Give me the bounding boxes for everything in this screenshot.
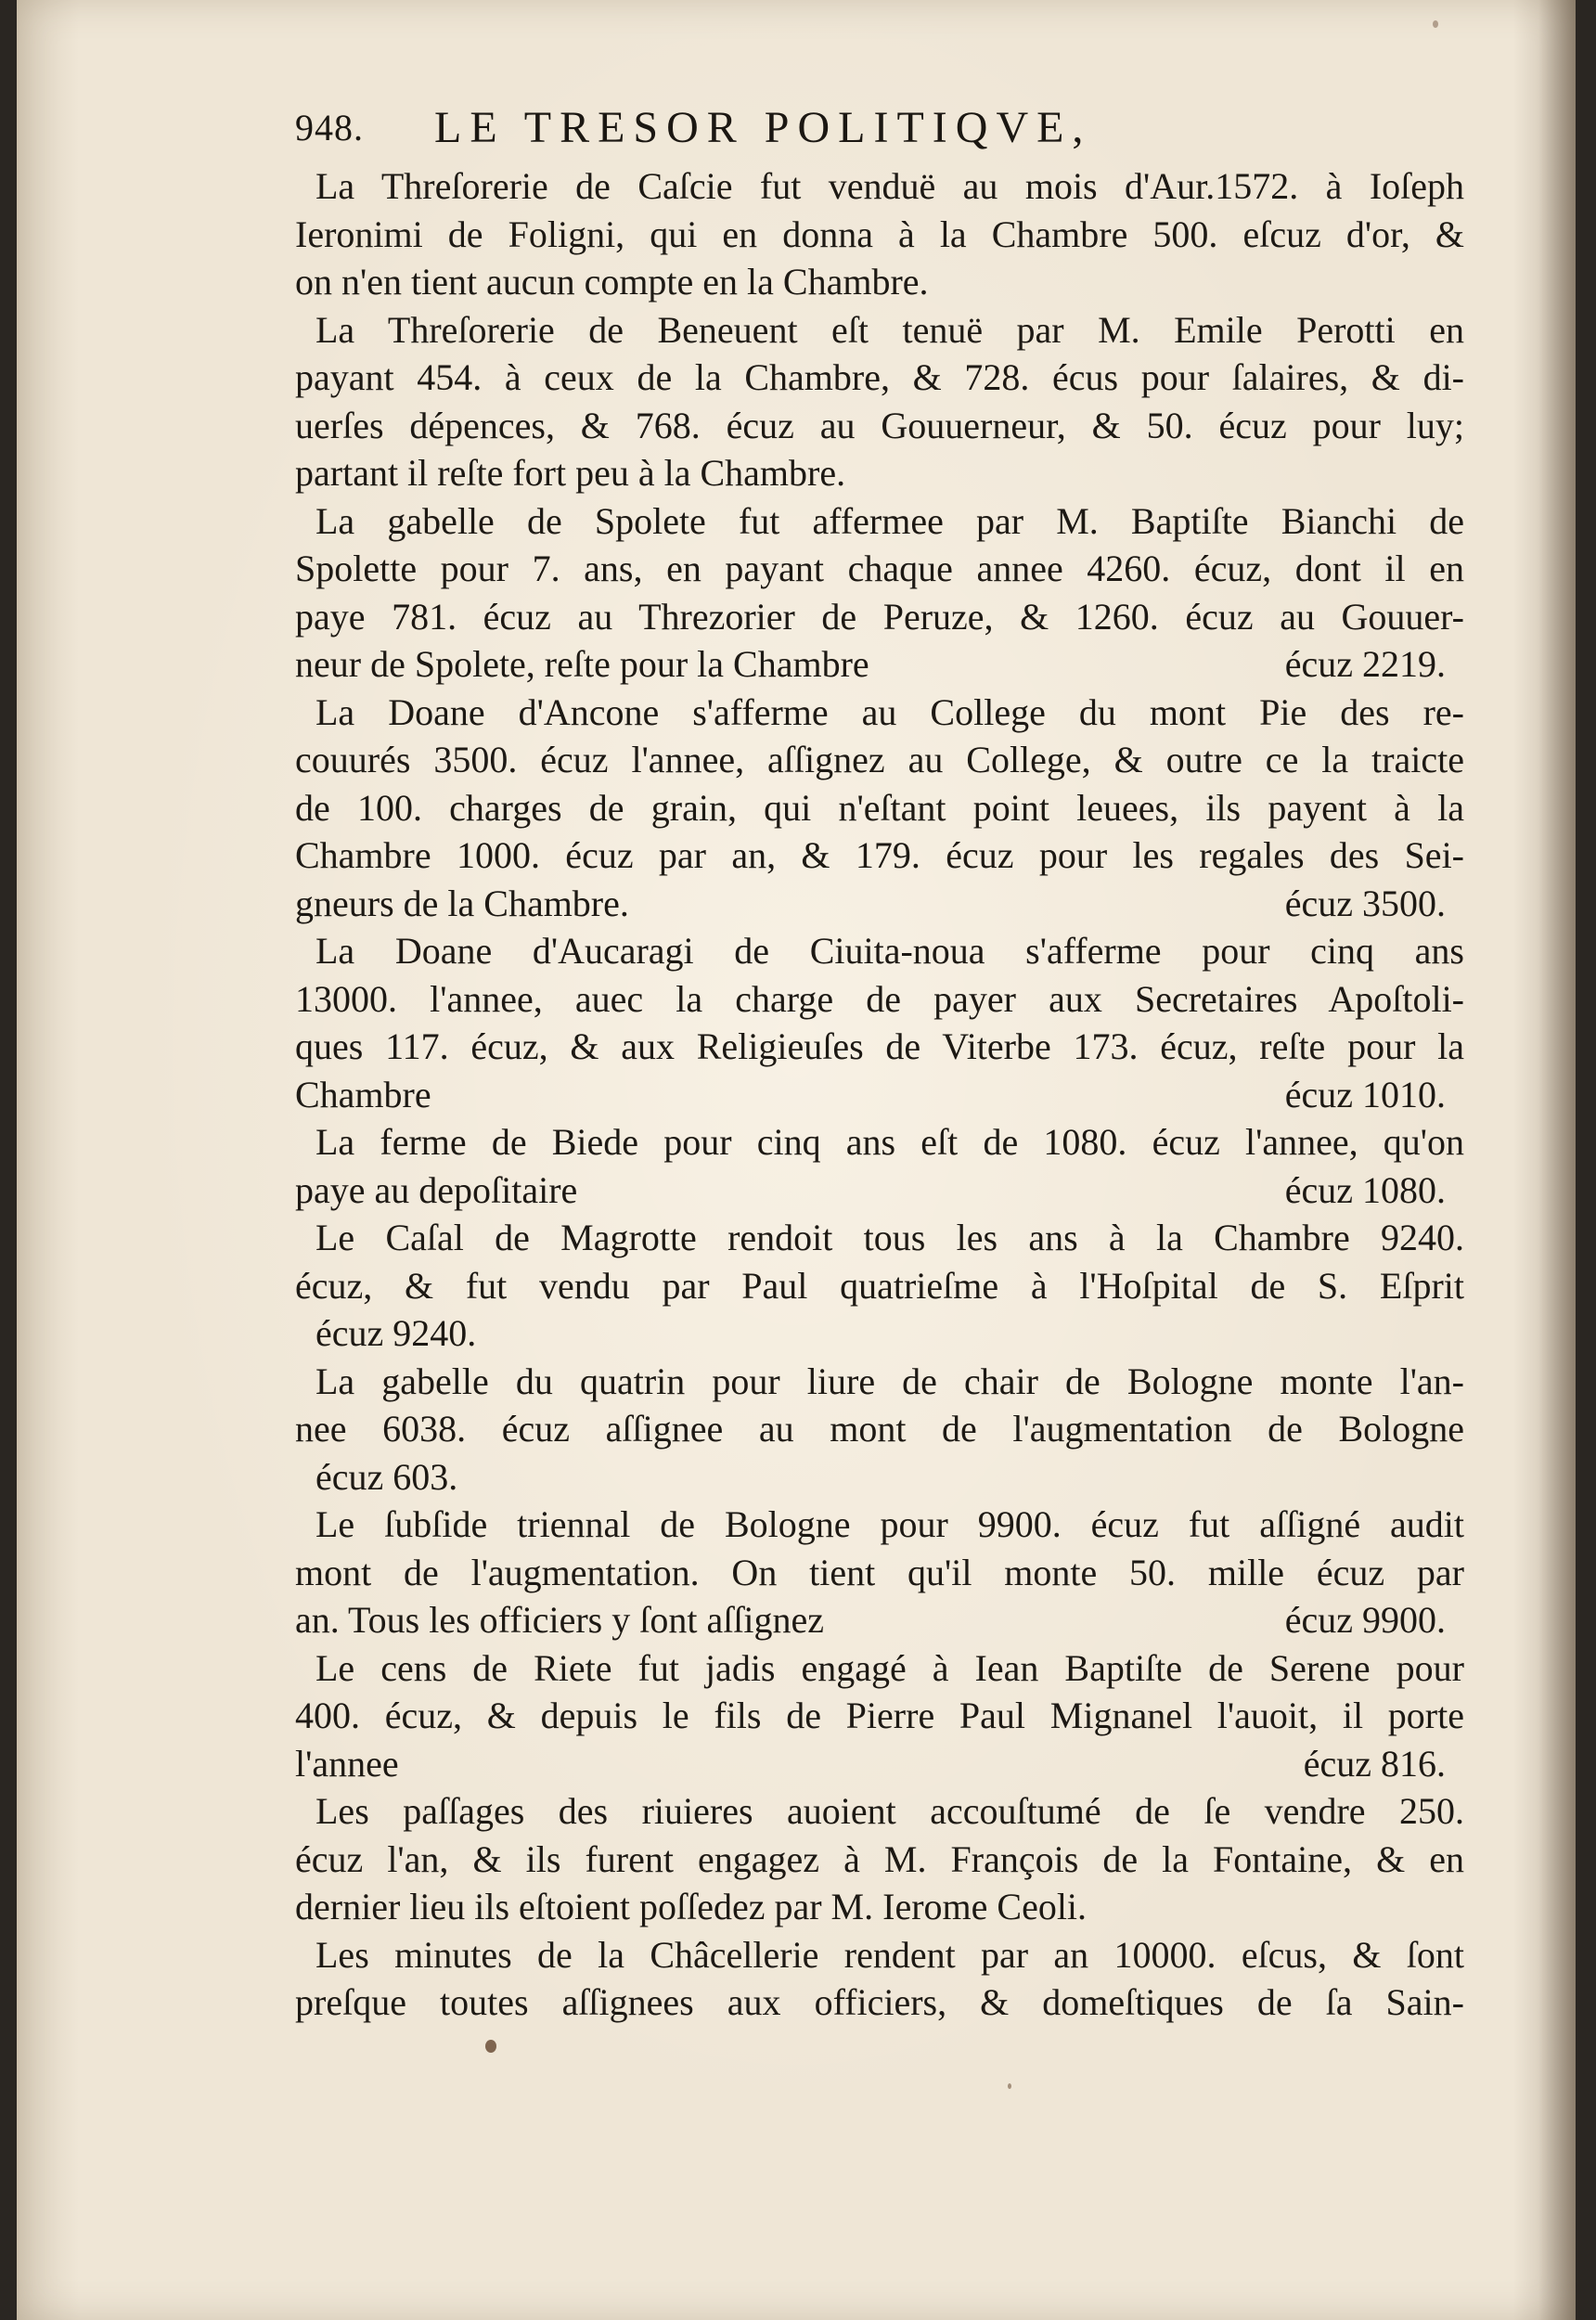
- text-line: La ferme de Biede pour cinq ans eſt de 1080. écuz l'annee, qu'on: [315, 1121, 1464, 1163]
- amount-line: [295, 1596, 1464, 1644]
- text-line: La Threſorerie de Beneuent eſt tenuë par M. Emile Perotti en: [315, 308, 1464, 351]
- ink-speck: [1008, 2083, 1011, 2089]
- book-page: [17, 0, 1576, 2320]
- amount-value: écuz 2219.: [1284, 643, 1446, 685]
- text-line: écuz, & fut vendu par Paul quatrieſme à l'Hoſpital de S. Eſprit: [295, 1264, 1464, 1307]
- text-line: Spolette pour 7. ans, en payant chaque annee 4260. écuz, dont il en: [295, 548, 1464, 589]
- text-line: preſque toutes aſſignees aux officiers, & domeſtiques de ſa Sain-: [295, 1981, 1464, 2023]
- body-text: [295, 162, 1464, 2027]
- amount-line: [295, 640, 1464, 689]
- amount-value: écuz 603.: [315, 1455, 458, 1498]
- amount-value: écuz 9240.: [315, 1312, 477, 1354]
- text-line: nee 6038. écuz aſſignee au mont de l'augmentation de Bologne: [295, 1408, 1464, 1450]
- text-line: mont de l'augmentation. On tient qu'il monte 50. mille écuz par: [295, 1551, 1464, 1593]
- text-line: neur de Spolete, reſte pour la Chambre: [295, 643, 869, 685]
- text-line: Le Caſal de Magrotte rendoit tous les ans à la Chambre 9240.: [315, 1217, 1464, 1258]
- text-line: ques 117. écuz, & aux Religieuſes de Viterbe 173. écuz, reſte pour la: [295, 1025, 1464, 1067]
- amount-value: écuz 1010.: [1284, 1073, 1446, 1115]
- text-line: de 100. charges de grain, qui n'eſtant point leuees, ils payent à la: [295, 786, 1464, 829]
- amount-line: [295, 880, 1464, 928]
- text-line: an. Tous les officiers y ſont aſſignez: [295, 1599, 825, 1641]
- page-number: 948.: [295, 107, 364, 148]
- ink-stain: [485, 2040, 496, 2053]
- text-line: Chambre: [295, 1073, 431, 1115]
- text-line: partant il reſte fort peu à la Chambre.: [295, 452, 846, 494]
- amount-line: [295, 1071, 1464, 1119]
- text-line: gneurs de la Chambre.: [295, 882, 629, 924]
- text-line: La Doane d'Ancone s'afferme au College du mont Pie des re-: [315, 690, 1464, 733]
- text-line: Les paſſages des riuieres auoient accouſtumé de ſe vendre 250.: [315, 1790, 1464, 1832]
- amount-value: écuz 9900.: [1284, 1599, 1446, 1641]
- amount-line: [295, 1740, 1464, 1788]
- text-line: La gabelle du quatrin pour liure de chair de Bologne monte l'an-: [315, 1360, 1464, 1402]
- text-line: Le cens de Riete fut jadis engagé à Iean Baptiſte de Serene pour: [315, 1646, 1464, 1689]
- text-line: Chambre 1000. écuz par an, & 179. écuz pour les regales des Sei-: [295, 834, 1464, 876]
- text-line: La Doane d'Aucaragi de Ciuita-noua s'afferme pour cinq ans: [315, 930, 1464, 972]
- text-line: paye au depoſitaire: [295, 1168, 578, 1211]
- text-line: Ieronimi de Foligni, qui en donna à la Chambre 500. eſcuz d'or, &: [295, 213, 1464, 255]
- amount-line: [295, 1166, 1464, 1215]
- text-line: Les minutes de la Châcellerie rendent par an 10000. eſcus, & ſont: [315, 1933, 1464, 1976]
- text-line: on n'en tient aucun compte en la Chambre.: [295, 261, 929, 303]
- amount-value: écuz 816.: [1303, 1742, 1446, 1785]
- amount-value: écuz 3500.: [1284, 882, 1446, 924]
- text-line: l'annee: [295, 1742, 399, 1785]
- page-edge-shadow: [1538, 0, 1576, 2320]
- ink-speck: [1433, 20, 1438, 28]
- text-line: écuz l'an, & ils furent engagez à M. François de la Fontaine, & en: [295, 1837, 1464, 1880]
- text-line: payant 454. à ceux de la Chambre, & 728. écus pour ſalaires, & di-: [295, 356, 1464, 398]
- amount-value: écuz 1080.: [1284, 1168, 1446, 1211]
- running-title: LE TRESOR POLITIQVE,: [434, 103, 1092, 152]
- text-line: Le ſubſide triennal de Bologne pour 9900. écuz fut aſſigné audit: [315, 1503, 1464, 1545]
- page-header: [295, 102, 1483, 158]
- text-line: La gabelle de Spolete fut affermee par M. Baptiſte Bianchi de: [315, 499, 1464, 542]
- text-line: 13000. l'annee, auec la charge de payer aux Secretaires Apoſtoli-: [295, 977, 1464, 1020]
- text-line: uerſes dépences, & 768. écuz au Gouuerneur, & 50. écuz pour luy;: [295, 404, 1464, 446]
- text-line: 400. écuz, & depuis le fils de Pierre Paul Mignanel l'auoit, il porte: [295, 1695, 1464, 1736]
- text-line: La Threſorerie de Caſcie fut venduë au mois d'Aur.1572. à Ioſeph: [315, 165, 1464, 207]
- text-line: paye 781. écuz au Threzorier de Peruze, & 1260. écuz au Gouuer-: [295, 595, 1464, 638]
- text-line: dernier lieu ils eſtoient poſſedez par M. Ierome Ceoli.: [295, 1886, 1088, 1927]
- text-line: couurés 3500. écuz l'annee, aſſignez au College, & outre ce la traicte: [295, 739, 1464, 780]
